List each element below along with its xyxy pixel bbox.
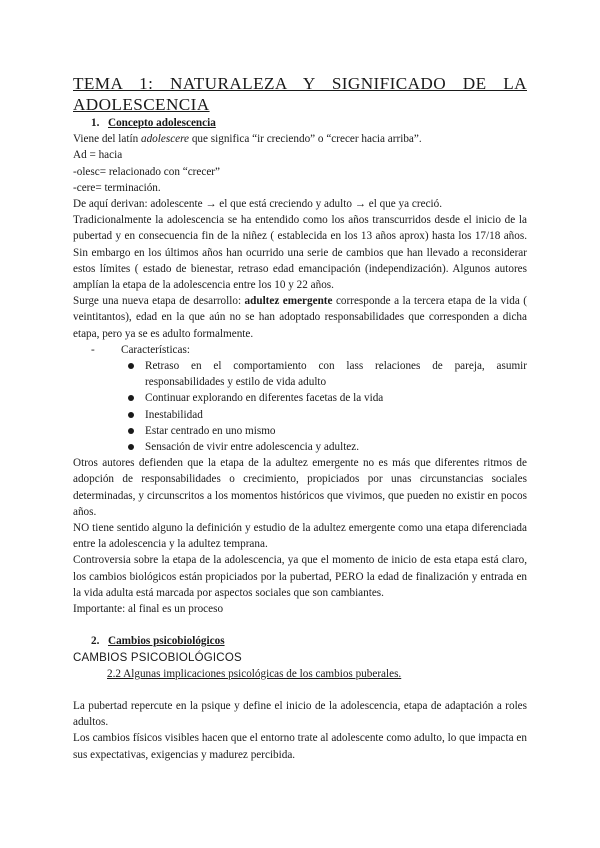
characteristics-label: Características: <box>121 343 190 356</box>
section-2-label: Cambios psicobiológicos <box>108 635 225 648</box>
physical-changes-paragraph: Los cambios físicos visibles hacen que el entorno trate al adolescente como adulto, lo que impacta en sus expectativas, exigencias y madurez percibida. <box>73 732 527 761</box>
etym-line-ad: Ad = hacia <box>73 149 123 162</box>
section-1-label: Concepto adolescencia <box>108 117 216 129</box>
caps-heading: CAMBIOS PSICOBIOLÓGICOS <box>73 651 242 664</box>
list-item: Estar centrado en uno mismo <box>145 423 527 439</box>
origin-term: adolescere <box>140 133 190 146</box>
section-2-heading <box>73 633 527 649</box>
traditional-paragraph: Tradicionalmente la adolescencia se ha entendido como los años transcurridos desde el inicio de la pubertad y en consecuencia fin de la niñez ( establecida en los 13 años aprox) hasta los 17/18 años. Sin embargo en los últimos años han ocurrido una serie de cambios que han llevado a reconsiderar estos límites ( estado de bienestar, retraso edad emancipación (independización). Algunos autores amplían la etapa de la adolescencia entre los 10 y 22 años. <box>73 214 527 292</box>
emergent-prefix: Surge una nueva etapa de desarrollo: <box>73 295 245 308</box>
emergent-term: adultez emergente <box>244 295 333 308</box>
origin-suffix: que significa “ir creciendo” o “crecer hacia arriba”. <box>189 133 422 146</box>
emergent-suffix: corresponde a la tercera etapa de la vida ( veintitantos), edad en la que aún no se han adoptado responsabilidades que corresponden a dicha etapa, pero ya se es adulto formalmente. <box>73 295 527 340</box>
characteristics-list <box>73 358 527 455</box>
no-sense-paragraph: NO tiene sentido alguno la definición y estudio de la adultez emergente como una etapa diferenciada entre la adolescencia y la adultez temprana. <box>73 522 527 551</box>
document-page <box>73 74 527 763</box>
origin-prefix: Viene del latín <box>73 133 141 146</box>
others-paragraph: Otros autores defienden que la etapa de la adultez emergente no es más que diferentes ritmos de adopción de responsabilidades o crecimiento, propiciados por unas circunstancias sociales determinadas, y circunscritos a los momentos históricos que vivimos, que pueden no existir en pocos años. <box>73 457 527 518</box>
section-1-heading <box>73 115 527 131</box>
characteristics-heading <box>73 342 527 358</box>
section-1-number: 1. <box>91 117 100 129</box>
important-note: Importante: al final es un proceso <box>73 603 224 616</box>
list-item: Inestabilidad <box>145 407 527 423</box>
derive-paragraph: De aquí derivan: adolescente → el que está creciendo y adulto → el que ya creció. <box>73 198 443 211</box>
list-item: Retraso en el comportamiento con lass relaciones de pareja, asumir responsabilidades y estilo de vida adulto <box>145 358 527 390</box>
etym-line-cere: -cere= terminación. <box>73 181 161 194</box>
controversy-paragraph: Controversia sobre la etapa de la adolescencia, ya que el momento de inicio de esta etapa está claro, los cambios biológicos están propiciados por la pubertad, PERO la edad de finalización y entrada en la vida adulta está marcada por aspectos sociales que son cambiantes. <box>73 554 527 599</box>
document-title: TEMA 1: NATURALEZA Y SIGNIFICADO DE LA ADOLESCENCIA <box>73 74 527 114</box>
list-item: Sensación de vivir entre adolescencia y adultez. <box>145 439 527 455</box>
puberty-paragraph: La pubertad repercute en la psique y define el inicio de la adolescencia, etapa de adaptación a roles adultos. <box>73 699 527 729</box>
list-item: Continuar explorando en diferentes facetas de la vida <box>145 390 527 406</box>
emergent-paragraph <box>73 293 527 342</box>
etym-line-olesc: -olesc= relacionado con “crecer” <box>73 165 220 178</box>
subsection-heading: 2.2 Algunas implicaciones psicológicas de los cambios puberales. <box>107 667 402 680</box>
section-2-number: 2. <box>91 635 100 648</box>
dash-marker: - <box>91 343 95 356</box>
origin-paragraph <box>73 131 527 147</box>
